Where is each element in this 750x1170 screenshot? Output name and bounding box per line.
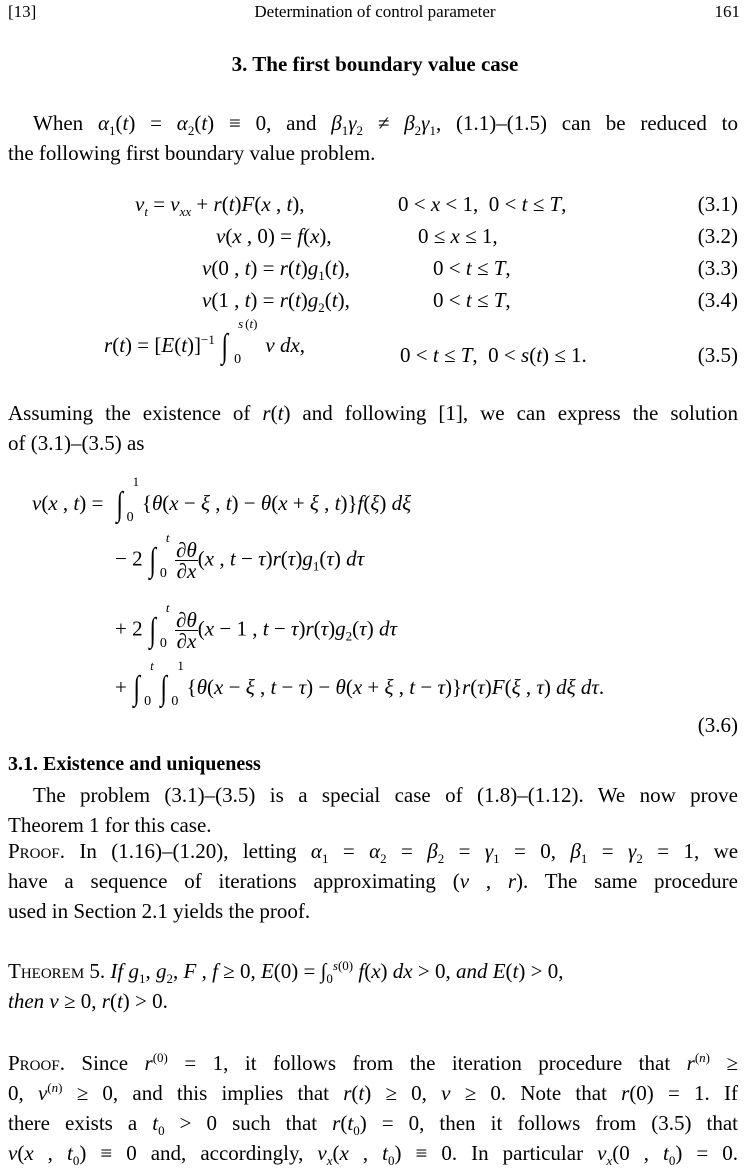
equation-3-4-lhs: v(1 , $t) = r(t)g_2(t)$, xyxy=(202,288,350,316)
proof-2-line-2: 0, $v^{(n)} \ge 0$, and this implies that r(t) ≥ 0, v ≥ 0. Note that r(0) = 1. If xyxy=(8,1080,739,1105)
proof-2-paragraph xyxy=(8,1048,738,1168)
equation-3-1-condition: 0 < x < 1, 0 < t ≤ T, xyxy=(398,192,567,216)
solution-line-2: − 2 ∫ t 0 $\frac{\partial\theta}{\partial x}$ (x , $t - \tau)r(\tau)g_1(\tau)$ dτ xyxy=(115,529,365,583)
theorem-5-paragraph xyxy=(8,956,738,1016)
proof-2-line-3: there exists a $t_0 > 0$ such that $r(t_0) = 0$, then it follows from (3.5) that xyxy=(8,1111,738,1139)
equation-3-1-lhs: $v_t = v_{xx} + r(t)F(x$ , t), xyxy=(135,192,305,220)
solution-line-3: + 2 ∫ t 0 $\frac{\partial\theta}{\partial x}$ (x − 1 , $t - \tau)r(\tau)g_2(\tau)$ dτ xyxy=(115,599,397,653)
solution-line-4: + ∫ t 0 ∫ 1 0 {θ(x − ξ , t − τ) − θ(x + ξ , t − τ)}r(τ)F(ξ , τ) dξ dτ. xyxy=(115,658,605,709)
equation-3-2-lhs: v(x , 0) = f(x), xyxy=(216,224,332,248)
subsection-paragraph xyxy=(8,780,738,840)
proof-1-line-3: used in Section 2.1 yields the proof. xyxy=(8,899,311,923)
intro-line-2: the following first boundary value problem. xyxy=(8,141,376,165)
equation-number-3-6: (3.6) xyxy=(697,713,738,737)
equation-number-3-1: (3.1) xyxy=(697,192,738,216)
header-title: Determination of control parameter xyxy=(254,2,496,21)
proof-1-line-2: have a sequence of iterations approximating (v , r). The same procedure xyxy=(8,869,738,893)
proof-1-paragraph xyxy=(8,836,738,926)
equation-3-2-condition: 0 ≤ x ≤ 1, xyxy=(418,224,498,248)
header-chapter-ref: [13] xyxy=(8,2,37,21)
intro-paragraph xyxy=(8,108,738,168)
proof-label: Proof. xyxy=(8,839,65,863)
solution-line-1: v(x , t) = ∫ 1 0 {θ(x − ξ , t) − θ(x + ξ , t)}f(ξ) dξ xyxy=(32,474,412,525)
theorem-label: Theorem 5. xyxy=(8,959,106,983)
equation-3-3-lhs: v(0 , $t) = r(t)g_1(t)$, xyxy=(202,256,350,284)
subsection-line-2: Theorem 1 for this case. xyxy=(8,813,212,837)
integral-sign: ∫ xyxy=(221,328,229,365)
subsection-line-1: The problem (3.1)–(3.5) is a special case of (1.8)–(1.12). We now prove xyxy=(33,783,738,807)
equation-3-5-lhs: $r(t) = [E(t)]^{-1}$ ∫ s (t) 0 v dx, xyxy=(104,316,306,367)
equation-3-3-condition: 0 < t ≤ T, xyxy=(433,256,511,280)
proof-2-line-1: Proof. Since $r^{(0)} = 1$, it follows from the iteration procedure that $r^{(n)}$ ≥ xyxy=(8,1050,739,1075)
solution-intro-line-1: Assuming the existence of r(t) and following [1], we can express the solution xyxy=(8,401,738,425)
solution-intro-line-2: of (3.1)–(3.5) as xyxy=(8,431,145,455)
equation-3-5-condition: 0 < t ≤ T, 0 < s(t) ≤ 1. xyxy=(400,343,587,367)
equation-number-3-2: (3.2) xyxy=(697,224,738,248)
proof-label: Proof. xyxy=(8,1051,65,1075)
equation-number-3-4: (3.4) xyxy=(697,288,738,312)
subsection-title: 3.1. Existence and uniqueness xyxy=(8,753,261,775)
page-number: 161 xyxy=(714,2,740,21)
equation-3-4-condition: 0 < t ≤ T, xyxy=(433,288,511,312)
theorem-5-line-1: Theorem 5. If $g_1$, $g_2$, F , f ≥ 0, $E(0) = \int_0^{s(0)}$ f(x) dx > 0, and E(t) > 0, xyxy=(8,958,564,987)
theorem-5-line-2: then v ≥ 0, r(t) > 0. xyxy=(8,989,168,1013)
equation-number-3-5: (3.5) xyxy=(697,343,738,367)
intro-line-1: When $\alpha_1(t) = \alpha_2(t) \equiv 0$, and $\beta_1\gamma_2 \ne \beta_2\gamma_1$, (1.1)–(1.5) can be reduced to xyxy=(33,111,738,139)
solution-intro-paragraph xyxy=(8,398,738,458)
section-title: 3. The first boundary value case xyxy=(231,52,519,76)
equation-number-3-3: (3.3) xyxy=(697,256,738,280)
proof-2-line-4: v(x , $t_0) \equiv 0$ and, accordingly, $v_x(x$ , $t_0) \equiv 0$. In particular $v_x(0$ , $t_0) = 0$. xyxy=(8,1141,739,1169)
proof-1-line-1: Proof. In (1.16)–(1.20), letting $\alpha_1 = \alpha_2 = \beta_2 = \gamma_1 = 0$, $\beta_1 = \gamma_2 = 1$, we xyxy=(8,839,739,867)
